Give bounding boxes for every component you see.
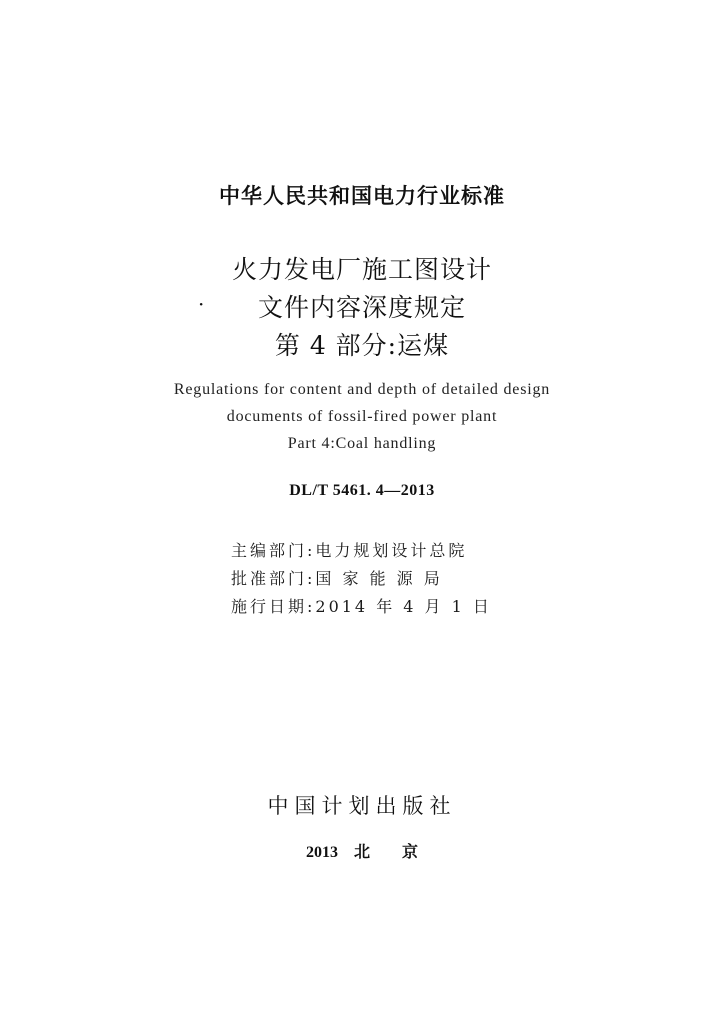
standard-code: DL/T 5461. 4—2013 bbox=[289, 482, 435, 499]
title-cn-line-2: 文件内容深度规定 bbox=[257, 293, 466, 322]
title-en-line-2: documents of fossil-fired power plant bbox=[226, 408, 498, 425]
title-en-line-3: Part 4:Coal handling bbox=[287, 435, 437, 452]
publisher-name: 中国计划出版社 bbox=[267, 794, 457, 818]
title-en-line-1: Regulations for content and depth of detailed design bbox=[173, 381, 551, 398]
effective-date: 施行日期:2014 年 4 月 1 日 bbox=[231, 597, 492, 616]
editor-department: 主编部门:电力规划设计总院 bbox=[231, 541, 468, 560]
publication-year-place: 2013 北 京 bbox=[305, 844, 418, 861]
title-cn-line-1: 火力发电厂施工图设计 bbox=[231, 255, 492, 284]
approver-department: 批准部门:国 家 能 源 局 bbox=[231, 569, 443, 588]
title-bullet-mark: · bbox=[198, 292, 205, 316]
title-cn-line-3: 第 4 部分:运煤 bbox=[274, 331, 450, 360]
standard-category: 中华人民共和国电力行业标准 bbox=[219, 184, 505, 208]
